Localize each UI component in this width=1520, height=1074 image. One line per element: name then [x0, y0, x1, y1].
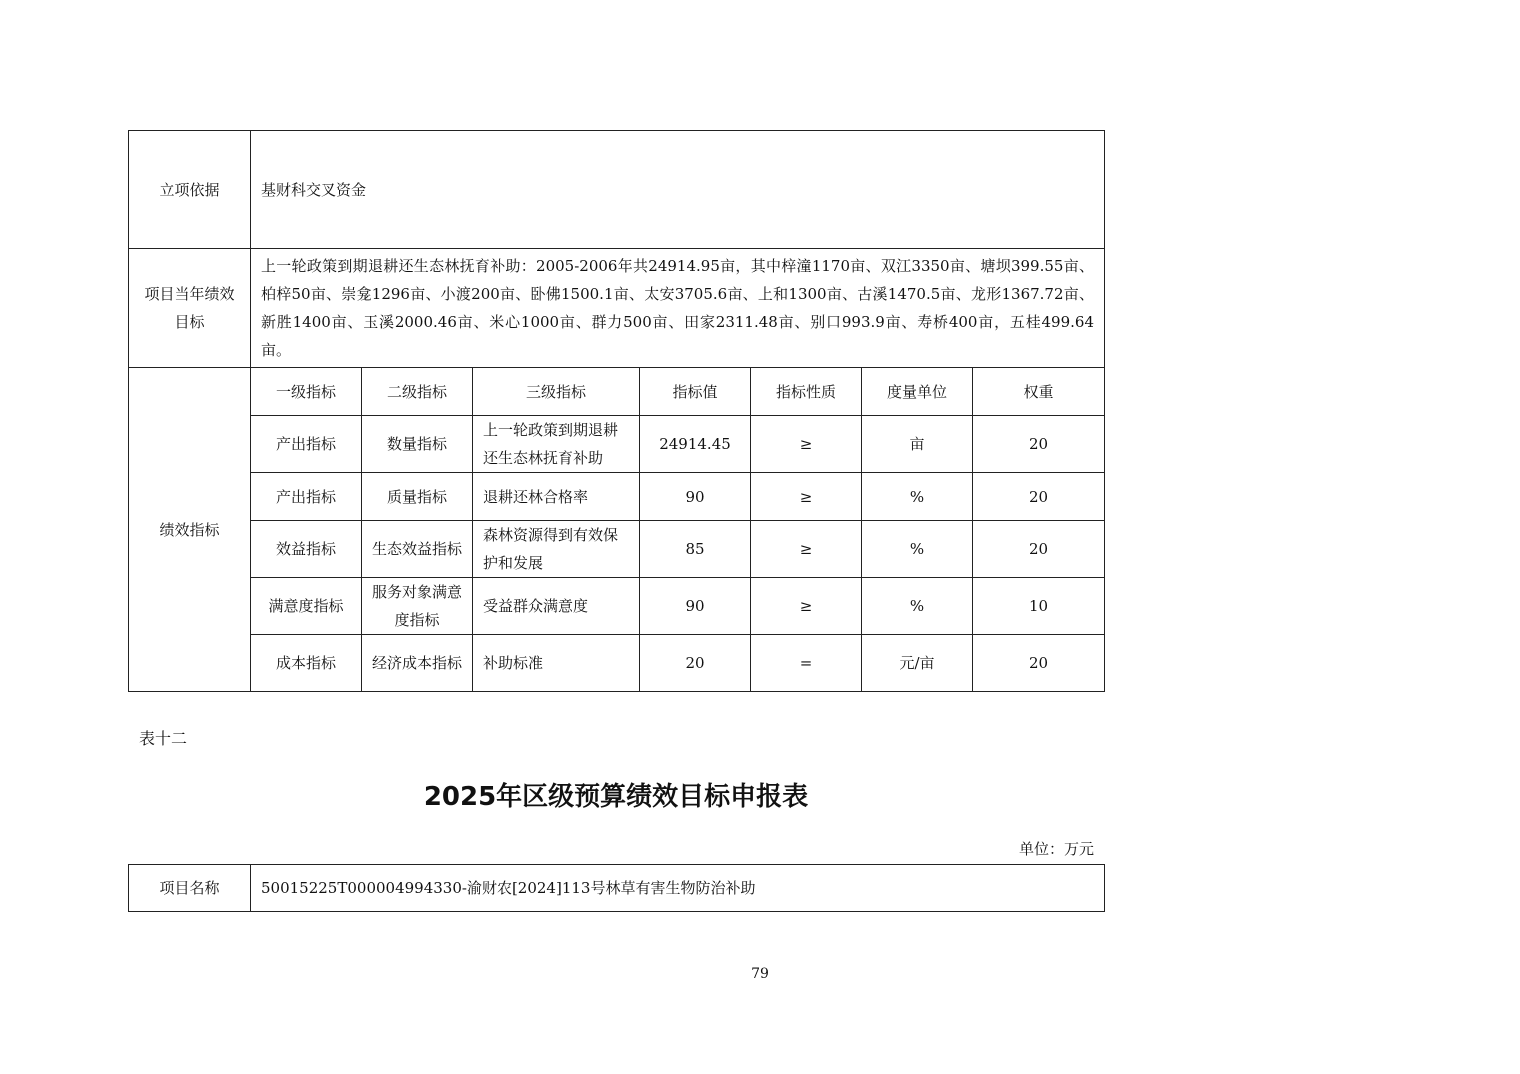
value-cell: 90: [640, 473, 751, 521]
indicator-label: 绩效指标: [129, 368, 251, 692]
header-cell: 权重: [973, 368, 1105, 416]
nature-cell: ≥: [751, 416, 862, 473]
level2-cell: 数量指标: [362, 416, 473, 473]
project-name-row: [129, 865, 1105, 912]
level3-cell: 补助标准: [473, 635, 640, 692]
unit-cell: 亩: [862, 416, 973, 473]
unit-cell: %: [862, 578, 973, 635]
level1-cell: 满意度指标: [251, 578, 362, 635]
unit-cell: %: [862, 473, 973, 521]
project-name-value: 50015225T000004994330-渝财农[2024]113号林草有害生物防治补助: [251, 865, 1105, 912]
project-name-label: 项目名称: [129, 865, 251, 912]
level2-cell: 质量指标: [362, 473, 473, 521]
nature-cell: ≥: [751, 473, 862, 521]
indicator-header-row: [129, 368, 1105, 416]
unit-label: 单位：万元: [1018, 840, 1094, 858]
page-number: 79: [751, 966, 769, 982]
weight-cell: 20: [973, 473, 1105, 521]
level3-cell: 退耕还林合格率: [473, 473, 640, 521]
header-cell: 度量单位: [862, 368, 973, 416]
header-cell: 一级指标: [251, 368, 362, 416]
level3-cell: 森林资源得到有效保护和发展: [473, 521, 640, 578]
level1-cell: 效益指标: [251, 521, 362, 578]
header-cell: 指标性质: [751, 368, 862, 416]
table-row: [129, 578, 1105, 635]
page-title: 2025年区级预算绩效目标申报表: [423, 782, 809, 812]
goal-row: [129, 249, 1105, 368]
unit-cell: 元/亩: [862, 635, 973, 692]
level3-cell: 上一轮政策到期退耕还生态林抚育补助: [473, 416, 640, 473]
level1-cell: 产出指标: [251, 416, 362, 473]
level1-cell: 产出指标: [251, 473, 362, 521]
project-name-table: [128, 864, 1105, 912]
level2-cell: 服务对象满意度指标: [362, 578, 473, 635]
table-row: [129, 635, 1105, 692]
level3-cell: 受益群众满意度: [473, 578, 640, 635]
level1-cell: 成本指标: [251, 635, 362, 692]
header-cell: 二级指标: [362, 368, 473, 416]
value-cell: 20: [640, 635, 751, 692]
value-cell: 85: [640, 521, 751, 578]
goal-label: 项目当年绩效目标: [129, 249, 251, 368]
table-row: [129, 416, 1105, 473]
header-cell: 三级指标: [473, 368, 640, 416]
table-row: [129, 473, 1105, 521]
performance-target-table: [128, 130, 1105, 692]
level2-cell: 经济成本指标: [362, 635, 473, 692]
value-cell: 90: [640, 578, 751, 635]
weight-cell: 20: [973, 521, 1105, 578]
table-row: [129, 521, 1105, 578]
basis-row: [129, 131, 1105, 249]
basis-value: 基财科交叉资金: [251, 131, 1105, 249]
weight-cell: 10: [973, 578, 1105, 635]
basis-label: 立项依据: [129, 131, 251, 249]
nature-cell: ≥: [751, 521, 862, 578]
weight-cell: 20: [973, 416, 1105, 473]
nature-cell: ≥: [751, 578, 862, 635]
weight-cell: 20: [973, 635, 1105, 692]
header-cell: 指标值: [640, 368, 751, 416]
goal-value: 上一轮政策到期退耕还生态林抚育补助：2005-2006年共24914.95亩，其中梓潼1170亩、双江3350亩、塘坝399.55亩、柏梓50亩、崇龛1296亩、小渡200亩、卧佛1500.1亩、太安3705.6亩、上和1300亩、古溪1470.5亩、龙形1367.72亩、新胜1400亩、玉溪2000.46亩、米心1000亩、群力500亩、田家2311.48亩、别口993.9亩、寿桥400亩，五桂499.64亩。: [251, 249, 1105, 368]
section-label: 表十二: [139, 729, 188, 748]
level2-cell: 生态效益指标: [362, 521, 473, 578]
value-cell: 24914.45: [640, 416, 751, 473]
nature-cell: =: [751, 635, 862, 692]
unit-cell: %: [862, 521, 973, 578]
